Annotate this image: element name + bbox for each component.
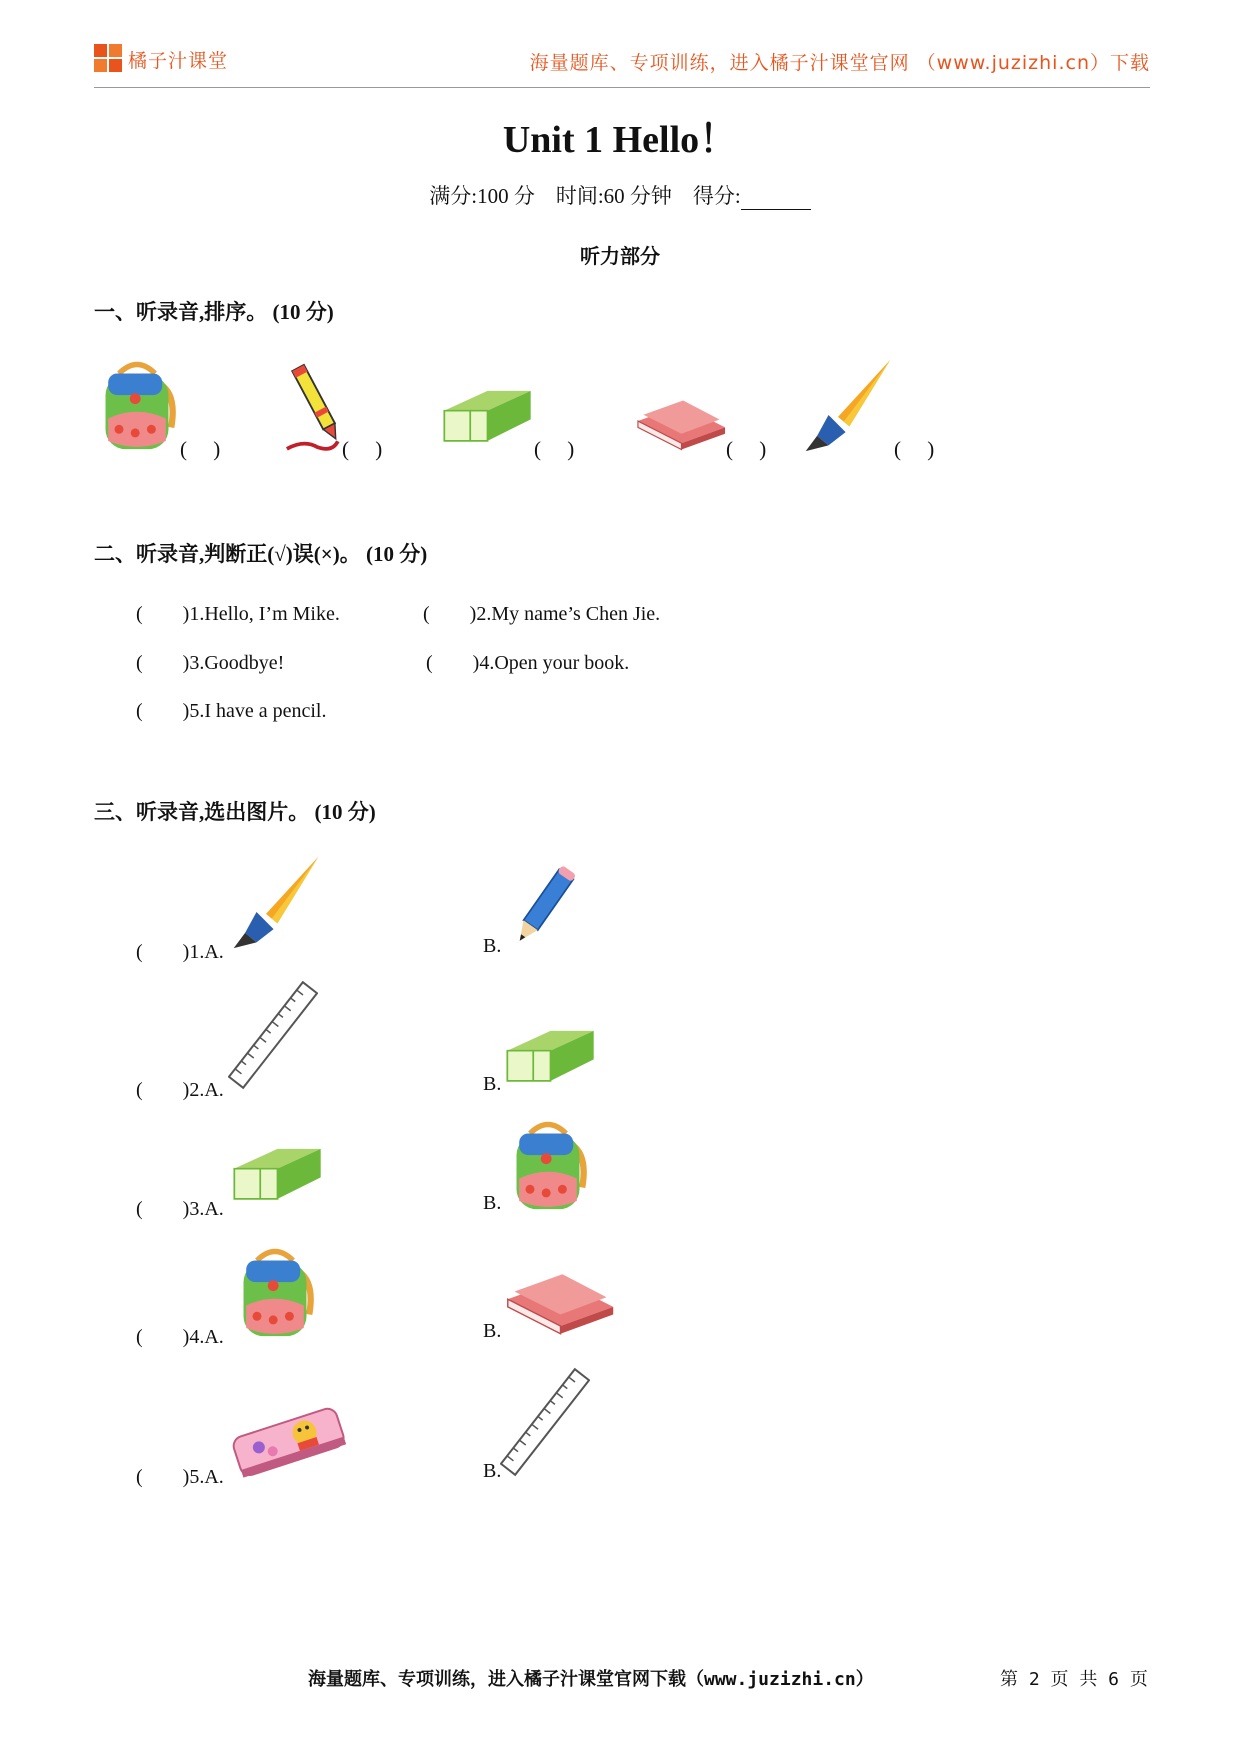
page-footer [0, 1665, 1240, 1695]
page-header [94, 40, 1150, 88]
section3-heading: 三、听录音,选出图片。 (10 分) [94, 800, 376, 824]
pencil-box-icon[interactable] [228, 1400, 348, 1480]
pen-icon[interactable] [228, 855, 323, 950]
page-title: Unit 1 Hello！ [502, 119, 738, 161]
exam-meta [0, 180, 1240, 210]
part-heading: 听力部分 [580, 244, 660, 268]
question-item: ( )4.Open your book. [426, 652, 630, 674]
brand-logo [94, 44, 228, 74]
pen-icon [800, 358, 895, 453]
full-marks: 满分:100 分 [429, 184, 535, 208]
header-slogan: 海量题库、专项训练，进入橘子汁课堂官网 （www.juzizhi.cn）下载 [529, 52, 1150, 74]
eraser-icon[interactable] [503, 1015, 598, 1095]
choice-label: ( )2.A. [136, 1079, 224, 1101]
pencil-icon[interactable] [503, 860, 583, 955]
brand-name: 橘子汁课堂 [128, 49, 229, 72]
choice-b-label: B. [483, 1192, 502, 1214]
question-item: ( )5.I have a pencil. [136, 700, 327, 722]
question-item: ( )2.My name’s Chen Jie. [423, 603, 661, 625]
section2-heading: 二、听录音,判断正(√)误(×)。 (10 分) [94, 542, 428, 566]
book-icon[interactable] [503, 1270, 618, 1338]
time-limit: 时间:60 分钟 [555, 184, 672, 208]
schoolbag-icon[interactable] [503, 1115, 593, 1215]
choice-b-label: B. [483, 935, 502, 957]
choice-label: ( )3.A. [136, 1198, 224, 1220]
choice-label: ( )1.A. [136, 941, 224, 963]
answer-blank[interactable]: ( ) [894, 437, 935, 461]
ruler-icon[interactable] [500, 1362, 590, 1482]
choice-b-label: B. [483, 1073, 502, 1095]
question-item: ( )1.Hello, I’m Mike. [136, 603, 340, 625]
section1-heading: 一、听录音,排序。 (10 分) [94, 300, 334, 324]
answer-blank[interactable]: ( ) [534, 437, 575, 461]
book-icon [634, 395, 729, 455]
answer-blank[interactable]: ( ) [342, 437, 383, 461]
answer-blank[interactable]: ( ) [180, 437, 221, 461]
logo-icon [94, 44, 124, 74]
question-item: ( )3.Goodbye! [136, 652, 285, 674]
score-label: 得分: [692, 184, 741, 208]
schoolbag-icon [92, 355, 182, 455]
page-number: 第 2 页 共 6 页 [1000, 1669, 1148, 1690]
choice-label: ( )5.A. [136, 1466, 224, 1488]
eraser-icon[interactable] [230, 1133, 325, 1213]
choice-label: ( )4.A. [136, 1326, 224, 1348]
choice-b-label: B. [483, 1460, 502, 1482]
choice-b-label: B. [483, 1320, 502, 1342]
schoolbag-icon[interactable] [230, 1242, 320, 1342]
answer-blank[interactable]: ( ) [726, 437, 767, 461]
eraser-icon [440, 375, 535, 455]
score-blank[interactable] [741, 190, 811, 210]
footer-text: 海量题库、专项训练，进入橘子汁课堂官网下载（www.juzizhi.cn） [308, 1669, 874, 1690]
ruler-icon[interactable] [228, 975, 318, 1095]
